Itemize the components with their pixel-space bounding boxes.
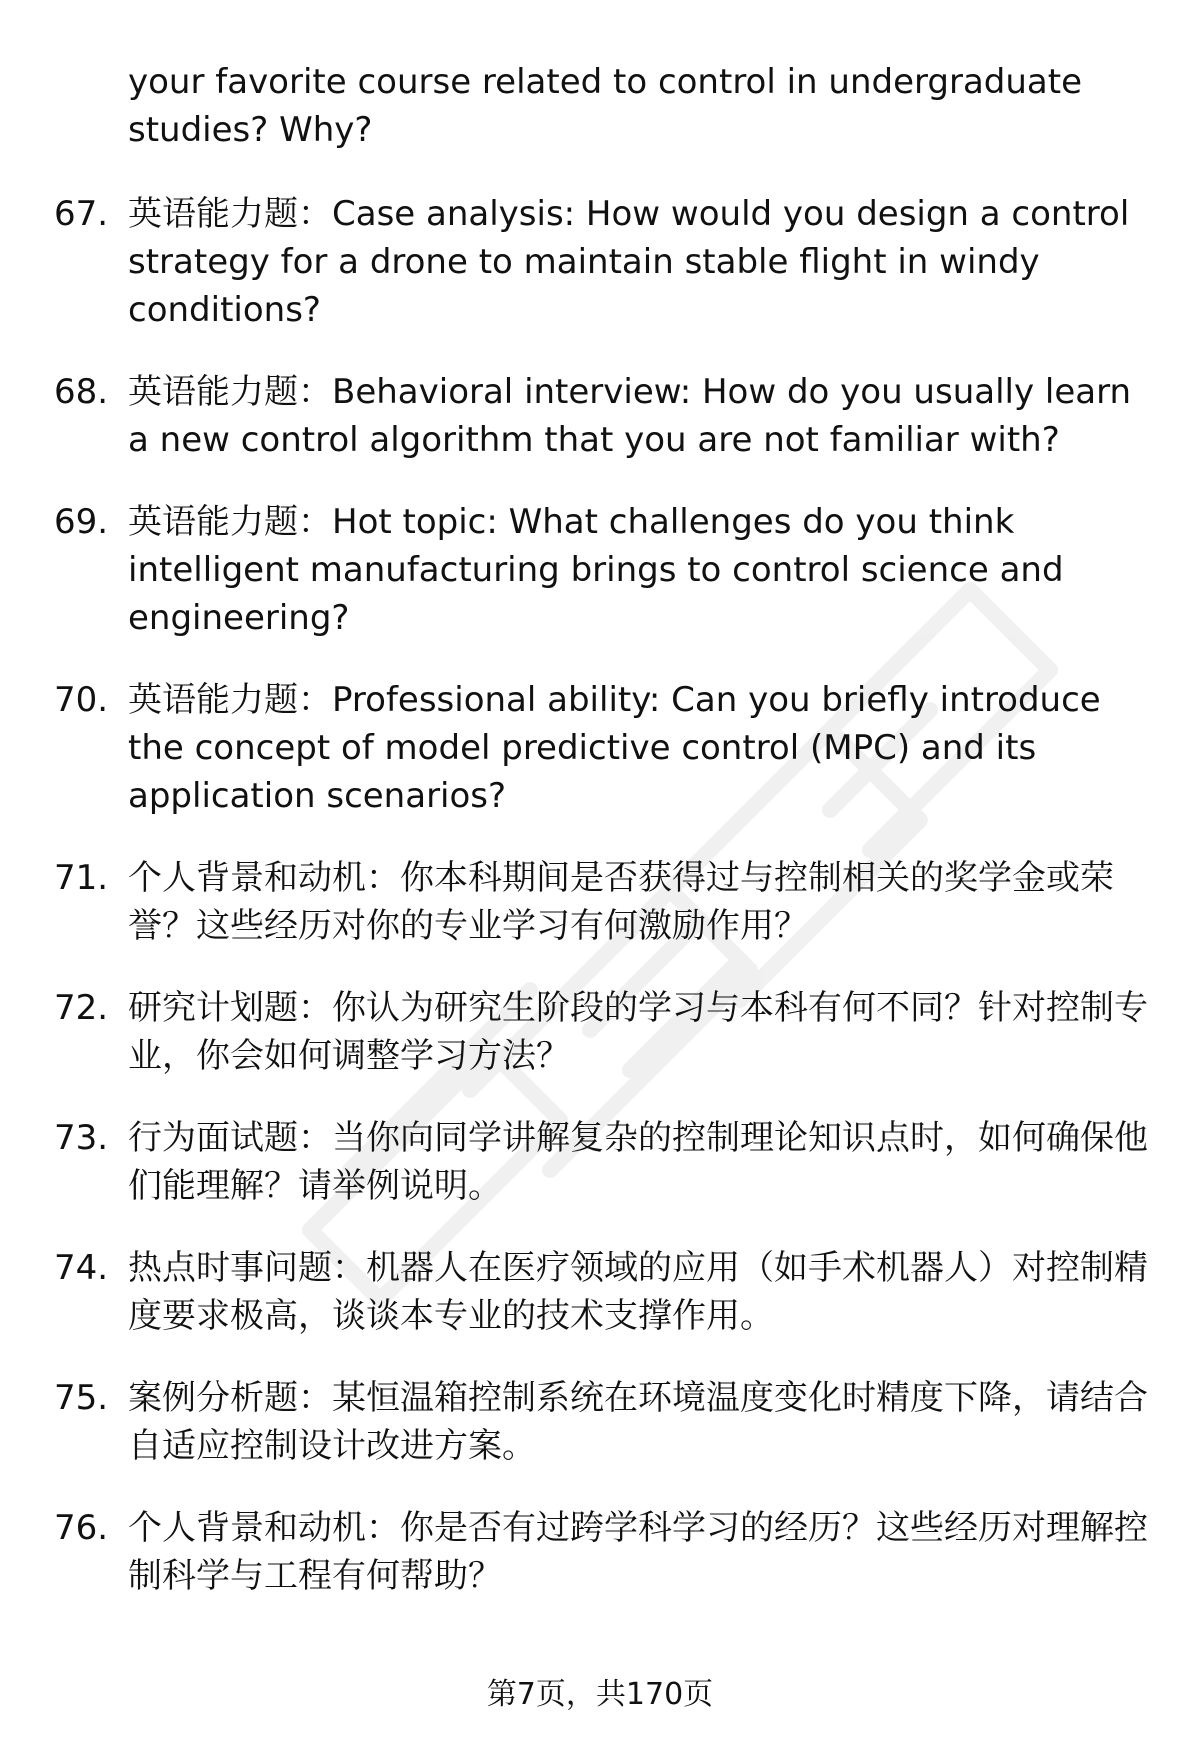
item-text: 研究计划题：你认为研究生阶段的学习与本科有何不同？针对控制专业，你会如何调整学习方法？ [128, 988, 1148, 1076]
item-number: 74. [54, 1248, 109, 1288]
item-text: 英语能力题：Case analysis: How would you design a control strategy for a drone to maintain stable flight in windy conditions? [128, 194, 1130, 330]
list-item [0, 190, 1158, 334]
item-text: 英语能力题：Behavioral interview: How do you usually learn a new control algorithm that you are not familiar with? [128, 372, 1132, 460]
item-number: 73. [54, 1118, 109, 1158]
item-number: 68. [54, 372, 109, 412]
list-item [0, 676, 1158, 820]
list-item [0, 1374, 1158, 1470]
question-list [0, 190, 1200, 1634]
page-footer: 第7页，共170页 [486, 1677, 714, 1712]
item-number: 76. [54, 1508, 109, 1548]
item-number: 67. [54, 194, 109, 234]
item-text: 热点时事问题：机器人在医疗领域的应用（如手术机器人）对控制精度要求极高，谈谈本专业的技术支撑作用。 [128, 1248, 1148, 1336]
item-number: 70. [54, 680, 109, 720]
item-number: 69. [54, 502, 109, 542]
item-text: 案例分析题：某恒温箱控制系统在环境温度变化时精度下降，请结合自适应控制设计改进方案。 [128, 1378, 1148, 1466]
item-number: 75. [54, 1378, 109, 1418]
item-text: 个人背景和动机：你是否有过跨学科学习的经历？这些经历对理解控制科学与工程有何帮助？ [128, 1508, 1148, 1596]
item-text: 英语能力题：Hot topic: What challenges do you think intelligent manufacturing brings to control science and engineering? [128, 502, 1064, 638]
item-text: 行为面试题：当你向同学讲解复杂的控制理论知识点时，如何确保他们能理解？请举例说明。 [128, 1118, 1148, 1206]
list-item [0, 368, 1158, 464]
item-number: 72. [54, 988, 109, 1028]
list-item [0, 498, 1158, 642]
item-number: 71. [54, 858, 109, 898]
list-item [0, 1504, 1158, 1600]
item-text: 个人背景和动机：你本科期间是否获得过与控制相关的奖学金或荣誉？这些经历对你的专业学习有何激励作用？ [128, 858, 1114, 946]
item-text: 英语能力题：Professional ability: Can you briefly introduce the concept of model predictive control (MPC) and its application scenarios? [128, 680, 1101, 816]
list-item [0, 984, 1158, 1080]
list-item [0, 854, 1158, 950]
continuation-text: your favorite course related to control in undergraduate studies? Why? [128, 62, 1082, 150]
list-item [0, 1114, 1158, 1210]
list-item [0, 1244, 1158, 1340]
